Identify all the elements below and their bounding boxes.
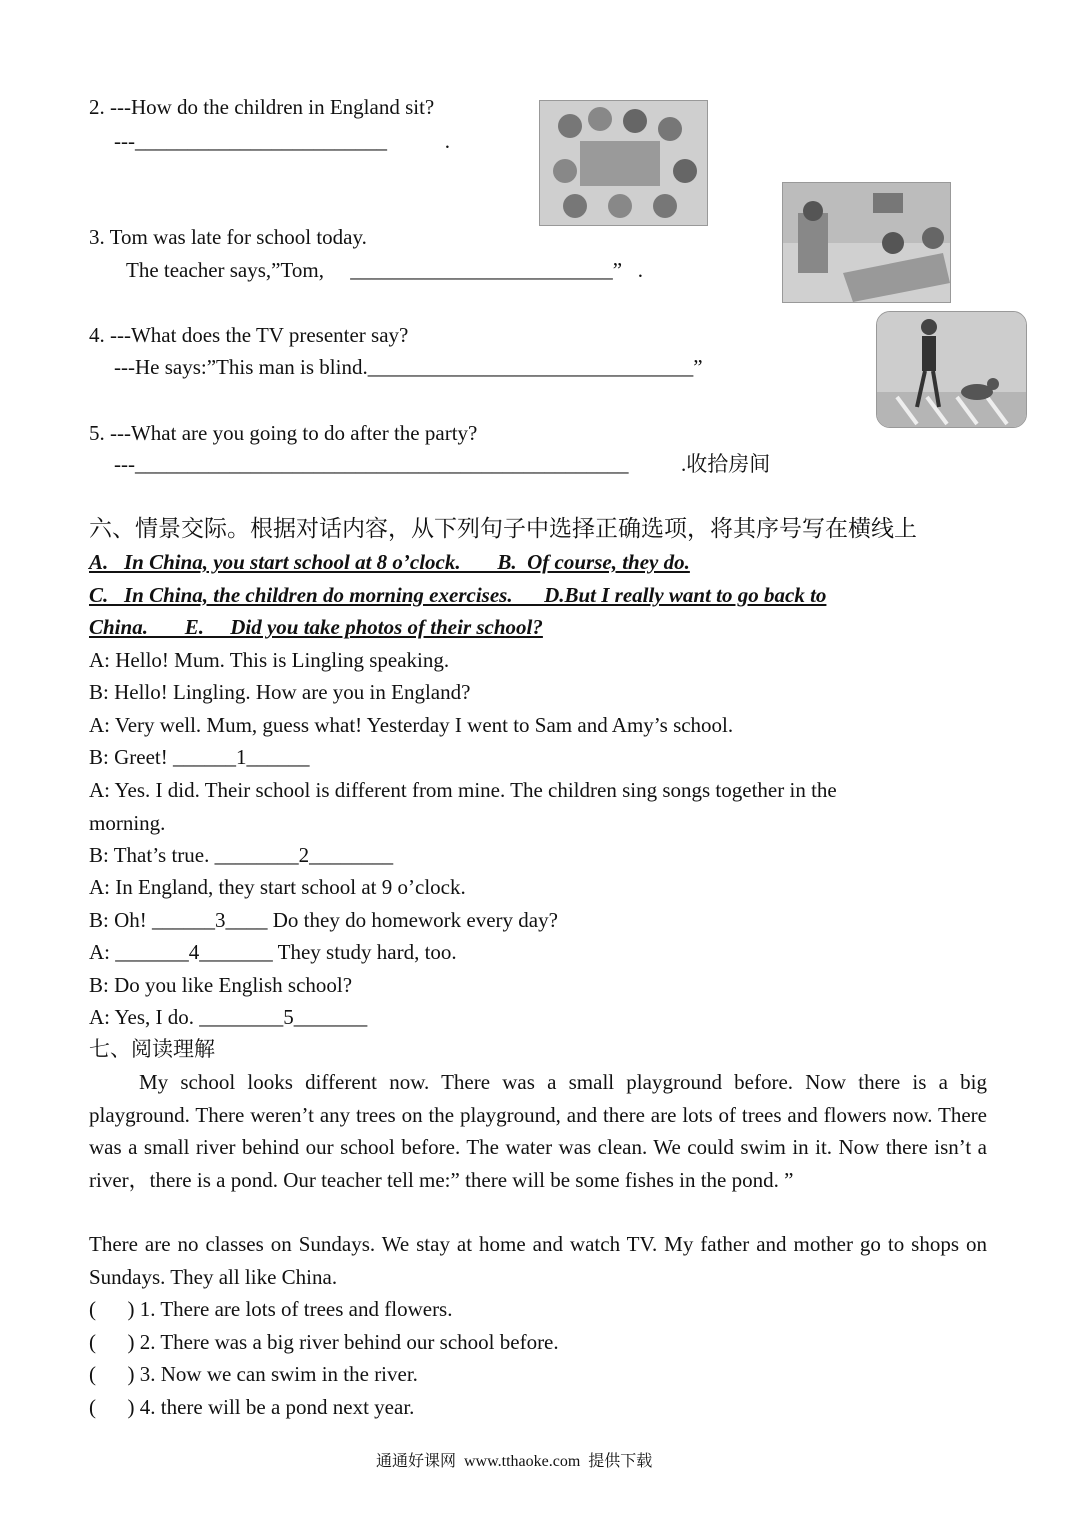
q2-answer-line: ---________________________ .	[114, 129, 450, 153]
reading-paragraph-1: My school looks different now. There was a small playground before. Now there is a big playground. There weren’t any trees on the playground, and there are lots of trees and flowers now. There was a small river behind our school before. The water was clean. We could swim in it. Now there isn’t a river，there is a pond. Our teacher tell me:” there will be some fishes in the pond. ”	[89, 1070, 987, 1192]
children-sitting-picture	[539, 100, 708, 226]
dialogue-line: B: Oh! ______3____ Do they do homework every day?	[89, 908, 558, 932]
section6-heading: 六、情景交际。根据对话内容，从下列句子中选择正确选项，将其序号写在横线上	[89, 516, 917, 542]
options-line-3: China. E. Did you take photos of their school?	[89, 615, 543, 639]
q5-question: 5. ---What are you going to do after the party?	[89, 421, 478, 445]
reading-paragraph-2: There are no classes on Sundays. We stay at home and watch TV. My father and mother go to shops on Sundays. They all like China.	[89, 1232, 987, 1289]
section7-heading: 七、阅读理解	[89, 1037, 215, 1061]
options-line-2: C. In China, the children do morning exercises. D.But I really want to go back to	[89, 583, 827, 607]
blind-man-tv-picture	[876, 311, 1027, 428]
dialogue-line: A: Yes. I did. Their school is different from mine. The children sing songs together in the	[89, 778, 837, 802]
true-false-item: ( ) 3. Now we can swim in the river.	[89, 1362, 418, 1386]
dialogue-line: B: That’s true. ________2________	[89, 843, 394, 867]
footer-credit: 通通好课网 www.tthaoke.com 提供下载	[376, 1453, 653, 1470]
dialogue-line: B: Greet! ______1______	[89, 745, 310, 769]
options-line-1: A. In China, you start school at 8 o’clock. B. Of course, they do.	[89, 550, 690, 574]
dialogue-line: morning.	[89, 811, 166, 835]
dialogue-line: B: Do you like English school?	[89, 973, 353, 997]
q3-answer-line: The teacher says,”Tom, _________________________” .	[126, 258, 644, 282]
q5-answer-line: ---_______________________________________________ .收拾房间	[114, 452, 771, 476]
late-for-school-picture	[782, 182, 951, 303]
dialogue-line: A: Yes, I do. ________5_______	[89, 1005, 368, 1029]
dialogue-line: A: _______4_______ They study hard, too.	[89, 940, 457, 964]
dialogue-line: A: Hello! Mum. This is Lingling speaking.	[89, 648, 450, 672]
true-false-item: ( ) 4. there will be a pond next year.	[89, 1395, 415, 1419]
dialogue-line: A: In England, they start school at 9 o’clock.	[89, 875, 466, 899]
dialogue-line: B: Hello! Lingling. How are you in England?	[89, 680, 471, 704]
q4-question: 4. ---What does the TV presenter say?	[89, 323, 409, 347]
q2-question: 2. ---How do the children in England sit?	[89, 95, 435, 119]
q3-question: 3. Tom was late for school today.	[89, 225, 367, 249]
true-false-item: ( ) 1. There are lots of trees and flowers.	[89, 1297, 453, 1321]
true-false-item: ( ) 2. There was a big river behind our school before.	[89, 1330, 559, 1354]
q4-answer-line: ---He says:”This man is blind._______________________________”	[114, 355, 703, 379]
dialogue-line: A: Very well. Mum, guess what! Yesterday I went to Sam and Amy’s school.	[89, 713, 734, 737]
